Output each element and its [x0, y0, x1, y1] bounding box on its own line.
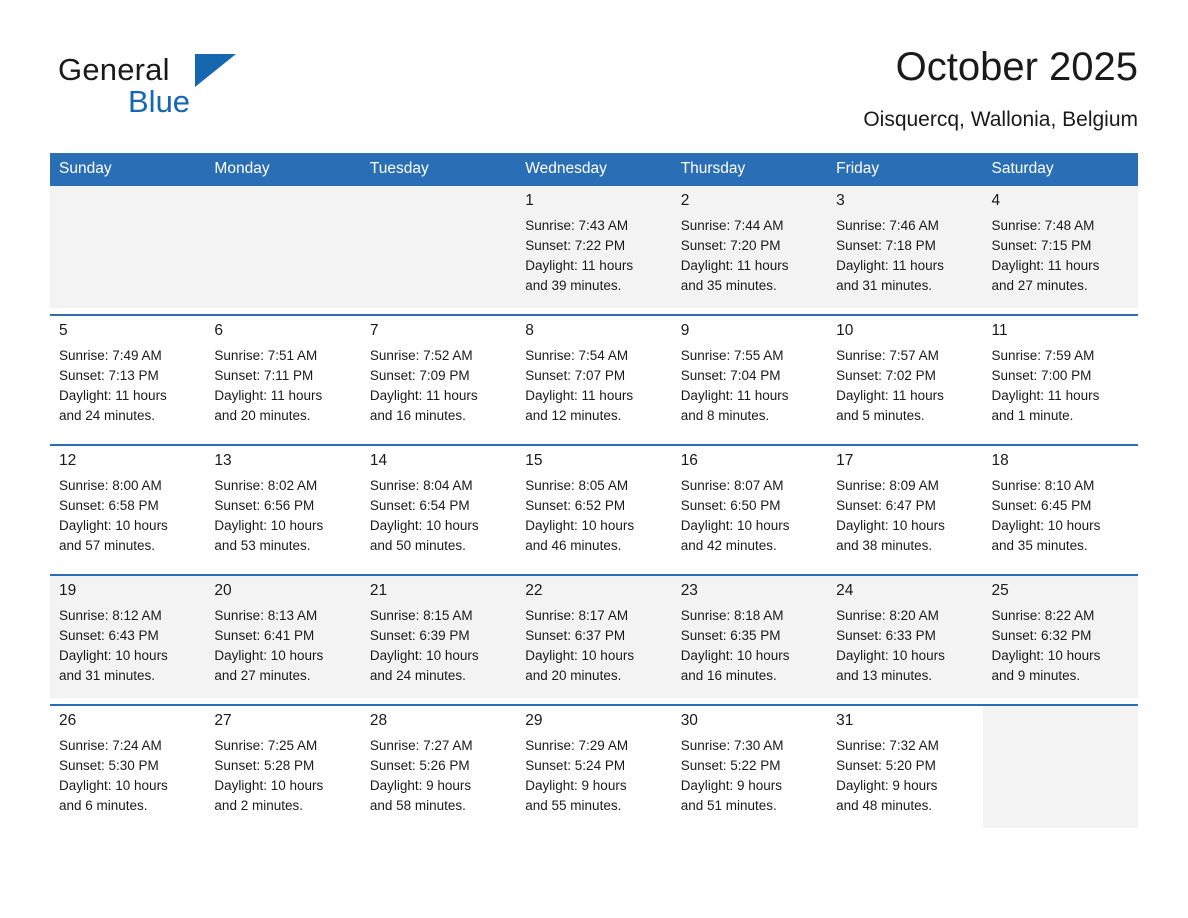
generalblue-logo [50, 44, 250, 119]
day-cell-empty [50, 186, 205, 315]
daylight-text-line2: and 38 minutes. [836, 538, 933, 554]
day-number: 4 [991, 192, 1001, 209]
daylight-text-line2: and 46 minutes. [525, 538, 622, 554]
daylight-text-line1: Daylight: 10 hours [836, 518, 945, 534]
sunrise-text: Sunrise: 8:20 AM [836, 608, 939, 624]
sunset-text: Sunset: 7:22 PM [525, 238, 626, 254]
sunset-text: Sunset: 6:54 PM [369, 498, 470, 514]
sunset-text: Sunset: 5:28 PM [214, 758, 315, 774]
daylight-text-line2: and 13 minutes. [836, 668, 933, 684]
day-cell[interactable] [516, 445, 671, 575]
day-number: 23 [680, 582, 698, 599]
sunrise-text: Sunrise: 8:12 AM [59, 608, 162, 624]
daylight-text-line2: and 20 minutes. [525, 668, 622, 684]
daylight-text-line1: Daylight: 11 hours [59, 388, 167, 404]
daylight-text-line1: Daylight: 10 hours [214, 518, 324, 534]
sunset-text: Sunset: 7:09 PM [369, 368, 470, 384]
day-cell[interactable] [516, 315, 671, 445]
weekday-header-sunday: Sunday [50, 153, 205, 186]
sunrise-text: Sunrise: 7:25 AM [214, 738, 318, 754]
day-cell[interactable] [827, 445, 982, 575]
daylight-text-line1: Daylight: 11 hours [991, 258, 1100, 274]
weekday-header-saturday: Saturday [983, 153, 1138, 186]
sunset-text: Sunset: 6:50 PM [680, 498, 781, 514]
daylight-text-line1: Daylight: 10 hours [214, 648, 324, 664]
calendar-week-row [50, 315, 1138, 445]
day-number: 9 [680, 322, 690, 339]
day-cell[interactable] [50, 445, 205, 575]
sunrise-text: Sunrise: 8:18 AM [680, 608, 784, 624]
daylight-text-line1: Daylight: 10 hours [525, 648, 635, 664]
daylight-text-line2: and 55 minutes. [525, 798, 622, 814]
daylight-text-line2: and 53 minutes. [214, 538, 311, 554]
sunrise-text: Sunrise: 8:22 AM [991, 608, 1095, 624]
sunrise-text: Sunrise: 8:04 AM [369, 478, 473, 494]
sunset-text: Sunset: 6:39 PM [369, 628, 470, 644]
page-title: October 2025 [895, 45, 1138, 89]
daylight-text-line1: Daylight: 10 hours [680, 518, 790, 534]
day-cell[interactable] [827, 315, 982, 445]
daylight-text-line2: and 2 minutes. [214, 798, 303, 814]
sunset-text: Sunset: 6:58 PM [59, 498, 159, 514]
daylight-text-line2: and 35 minutes. [991, 538, 1088, 554]
day-cell[interactable] [516, 575, 671, 705]
daylight-text-line2: and 31 minutes. [836, 278, 933, 294]
daylight-text-line2: and 57 minutes. [59, 538, 156, 554]
day-cell[interactable] [827, 575, 982, 705]
calendar-week-row [50, 445, 1138, 575]
day-cell[interactable] [672, 575, 827, 705]
day-cell[interactable] [827, 186, 982, 315]
sunrise-text: Sunrise: 7:27 AM [369, 738, 473, 754]
calendar-week-row [50, 705, 1138, 834]
sunset-text: Sunset: 6:56 PM [214, 498, 315, 514]
day-cell-empty [983, 705, 1138, 834]
daylight-text-line2: and 24 minutes. [369, 668, 466, 684]
day-cell[interactable] [361, 445, 516, 575]
day-number: 12 [59, 452, 77, 469]
sunset-text: Sunset: 7:15 PM [991, 238, 1092, 254]
daylight-text-line1: Daylight: 9 hours [369, 778, 472, 794]
day-number: 27 [214, 712, 232, 729]
daylight-text-line1: Daylight: 11 hours [214, 388, 323, 404]
daylight-text-line1: Daylight: 10 hours [525, 518, 635, 534]
sunrise-text: Sunrise: 7:29 AM [525, 738, 629, 754]
day-cell[interactable] [50, 315, 205, 445]
day-cell[interactable] [672, 186, 827, 315]
sunrise-text: Sunrise: 8:13 AM [214, 608, 318, 624]
weekday-header-thursday: Thursday [672, 153, 827, 186]
weekday-header-monday: Monday [205, 153, 360, 186]
logo-text-general: General [58, 52, 170, 87]
page-header [50, 0, 1138, 132]
daylight-text-line1: Daylight: 9 hours [680, 778, 782, 794]
day-cell[interactable] [205, 705, 360, 834]
day-cell[interactable] [361, 575, 516, 705]
daylight-text-line2: and 31 minutes. [59, 668, 156, 684]
day-number: 14 [369, 452, 388, 469]
daylight-text-line1: Daylight: 11 hours [369, 388, 478, 404]
sunrise-text: Sunrise: 8:02 AM [214, 478, 318, 494]
sunrise-text: Sunrise: 8:15 AM [369, 608, 473, 624]
sunrise-text: Sunrise: 7:54 AM [525, 348, 629, 364]
calendar-header-row [50, 153, 1138, 186]
sunrise-text: Sunrise: 7:51 AM [214, 348, 318, 364]
day-number: 6 [214, 322, 224, 339]
day-number: 21 [369, 582, 388, 599]
day-number: 10 [836, 322, 854, 339]
weekday-header-wednesday: Wednesday [516, 153, 671, 186]
daylight-text-line2: and 50 minutes. [369, 538, 466, 554]
day-cell[interactable] [516, 186, 671, 315]
day-number: 31 [836, 712, 854, 729]
daylight-text-line1: Daylight: 9 hours [836, 778, 938, 794]
sunset-text: Sunset: 5:30 PM [59, 758, 159, 774]
sunrise-text: Sunrise: 8:05 AM [525, 478, 629, 494]
daylight-text-line1: Daylight: 10 hours [991, 648, 1101, 664]
daylight-text-line1: Daylight: 11 hours [991, 388, 1100, 404]
sunset-text: Sunset: 6:32 PM [991, 628, 1092, 644]
sunset-text: Sunset: 6:41 PM [214, 628, 315, 644]
day-cell[interactable] [827, 705, 982, 834]
sunset-text: Sunset: 6:37 PM [525, 628, 626, 644]
day-cell[interactable] [361, 705, 516, 834]
day-number: 20 [214, 582, 232, 599]
sunset-text: Sunset: 5:26 PM [369, 758, 470, 774]
sunset-text: Sunset: 6:43 PM [59, 628, 159, 644]
daylight-text-line1: Daylight: 10 hours [59, 518, 168, 534]
daylight-text-line1: Daylight: 11 hours [525, 258, 634, 274]
day-cell[interactable] [983, 445, 1138, 575]
sunrise-text: Sunrise: 7:49 AM [59, 348, 162, 364]
sunrise-text: Sunrise: 7:55 AM [680, 348, 784, 364]
daylight-text-line2: and 20 minutes. [214, 408, 311, 424]
title-block [863, 44, 1138, 132]
daylight-text-line2: and 8 minutes. [680, 408, 770, 424]
daylight-text-line2: and 9 minutes. [991, 668, 1081, 684]
calendar-week-row [50, 575, 1138, 705]
sunrise-text: Sunrise: 7:32 AM [836, 738, 939, 754]
day-number: 8 [525, 322, 534, 339]
daylight-text-line2: and 27 minutes. [214, 668, 311, 684]
day-number: 17 [836, 452, 854, 469]
sunset-text: Sunset: 6:52 PM [525, 498, 626, 514]
daylight-text-line1: Daylight: 11 hours [525, 388, 634, 404]
day-number: 30 [680, 712, 698, 729]
day-cell[interactable] [205, 575, 360, 705]
calendar-body [50, 186, 1138, 834]
day-cell[interactable] [672, 705, 827, 834]
logo-triangle-icon [195, 54, 236, 87]
daylight-text-line1: Daylight: 10 hours [680, 648, 790, 664]
sunrise-text: Sunrise: 7:57 AM [836, 348, 939, 364]
daylight-text-line2: and 12 minutes. [525, 408, 622, 424]
daylight-text-line1: Daylight: 10 hours [836, 648, 945, 664]
day-number: 11 [991, 322, 1008, 339]
daylight-text-line1: Daylight: 10 hours [214, 778, 324, 794]
daylight-text-line1: Daylight: 10 hours [991, 518, 1101, 534]
day-cell[interactable] [50, 705, 205, 834]
daylight-text-line2: and 39 minutes. [525, 278, 622, 294]
weekday-header-friday: Friday [827, 153, 982, 186]
sunset-text: Sunset: 6:47 PM [836, 498, 936, 514]
sunrise-text: Sunrise: 7:48 AM [991, 218, 1095, 234]
day-number: 18 [991, 452, 1009, 469]
weekday-header-tuesday: Tuesday [361, 153, 516, 186]
daylight-text-line2: and 5 minutes. [836, 408, 925, 424]
daylight-text-line1: Daylight: 11 hours [836, 388, 944, 404]
sunrise-text: Sunrise: 7:52 AM [369, 348, 473, 364]
sunset-text: Sunset: 5:24 PM [525, 758, 626, 774]
day-cell-empty [205, 186, 360, 315]
sunrise-text: Sunrise: 8:10 AM [991, 478, 1095, 494]
daylight-text-line1: Daylight: 11 hours [680, 388, 789, 404]
day-cell[interactable] [983, 575, 1138, 705]
sunset-text: Sunset: 5:22 PM [680, 758, 781, 774]
sunrise-text: Sunrise: 7:59 AM [991, 348, 1095, 364]
daylight-text-line1: Daylight: 10 hours [369, 648, 479, 664]
daylight-text-line1: Daylight: 10 hours [369, 518, 479, 534]
daylight-text-line1: Daylight: 10 hours [59, 778, 168, 794]
day-cell[interactable] [672, 315, 827, 445]
day-number: 16 [680, 452, 698, 469]
day-cell[interactable] [983, 186, 1138, 315]
sunset-text: Sunset: 7:11 PM [214, 368, 314, 384]
daylight-text-line1: Daylight: 11 hours [680, 258, 789, 274]
day-cell[interactable] [983, 315, 1138, 445]
day-number: 2 [680, 192, 690, 209]
calendar-table [50, 153, 1138, 834]
day-number: 15 [525, 452, 543, 469]
day-cell[interactable] [205, 445, 360, 575]
daylight-text-line2: and 35 minutes. [680, 278, 777, 294]
sunrise-text: Sunrise: 8:09 AM [836, 478, 939, 494]
sunset-text: Sunset: 6:35 PM [680, 628, 781, 644]
sunset-text: Sunset: 5:20 PM [836, 758, 936, 774]
day-number: 3 [836, 192, 845, 209]
day-number: 29 [525, 712, 543, 729]
daylight-text-line2: and 51 minutes. [680, 798, 777, 814]
sunset-text: Sunset: 7:04 PM [680, 368, 781, 384]
day-cell[interactable] [672, 445, 827, 575]
daylight-text-line2: and 24 minutes. [59, 408, 156, 424]
daylight-text-line1: Daylight: 9 hours [525, 778, 627, 794]
daylight-text-line2: and 16 minutes. [369, 408, 466, 424]
sunrise-text: Sunrise: 7:46 AM [836, 218, 939, 234]
daylight-text-line1: Daylight: 11 hours [836, 258, 944, 274]
day-cell[interactable] [50, 575, 205, 705]
sunrise-text: Sunrise: 7:43 AM [525, 218, 629, 234]
day-number: 19 [59, 582, 77, 599]
day-number: 26 [59, 712, 77, 729]
daylight-text-line2: and 1 minute. [991, 408, 1074, 424]
day-number: 24 [836, 582, 854, 599]
daylight-text-line2: and 48 minutes. [836, 798, 933, 814]
day-cell[interactable] [516, 705, 671, 834]
sunrise-text: Sunrise: 8:17 AM [525, 608, 629, 624]
day-number: 1 [525, 192, 534, 209]
sunset-text: Sunset: 7:07 PM [525, 368, 626, 384]
daylight-text-line2: and 58 minutes. [369, 798, 466, 814]
daylight-text-line2: and 6 minutes. [59, 798, 148, 814]
sunset-text: Sunset: 6:45 PM [991, 498, 1092, 514]
calendar-week-row [50, 186, 1138, 315]
sunset-text: Sunset: 6:33 PM [836, 628, 936, 644]
sunset-text: Sunset: 7:13 PM [59, 368, 159, 384]
sunset-text: Sunset: 7:02 PM [836, 368, 936, 384]
location-subtitle: Oisquercq, Wallonia, Belgium [863, 108, 1138, 131]
day-number: 13 [214, 452, 232, 469]
day-number: 22 [525, 582, 543, 599]
daylight-text-line1: Daylight: 10 hours [59, 648, 168, 664]
sunrise-text: Sunrise: 7:24 AM [59, 738, 162, 754]
sunset-text: Sunset: 7:20 PM [680, 238, 781, 254]
logo-text-blue: Blue [128, 84, 191, 119]
day-number: 7 [369, 322, 379, 339]
sunset-text: Sunset: 7:18 PM [836, 238, 936, 254]
daylight-text-line2: and 27 minutes. [991, 278, 1088, 294]
sunrise-text: Sunrise: 8:00 AM [59, 478, 162, 494]
daylight-text-line2: and 16 minutes. [680, 668, 777, 684]
sunrise-text: Sunrise: 8:07 AM [680, 478, 784, 494]
day-cell-empty [361, 186, 516, 315]
day-cell[interactable] [205, 315, 360, 445]
day-number: 5 [59, 322, 68, 339]
daylight-text-line2: and 42 minutes. [680, 538, 777, 554]
sunrise-text: Sunrise: 7:44 AM [680, 218, 784, 234]
sunrise-text: Sunrise: 7:30 AM [680, 738, 784, 754]
day-number: 28 [369, 712, 388, 729]
sunset-text: Sunset: 7:00 PM [991, 368, 1092, 384]
day-number: 25 [991, 582, 1009, 599]
day-cell[interactable] [361, 315, 516, 445]
